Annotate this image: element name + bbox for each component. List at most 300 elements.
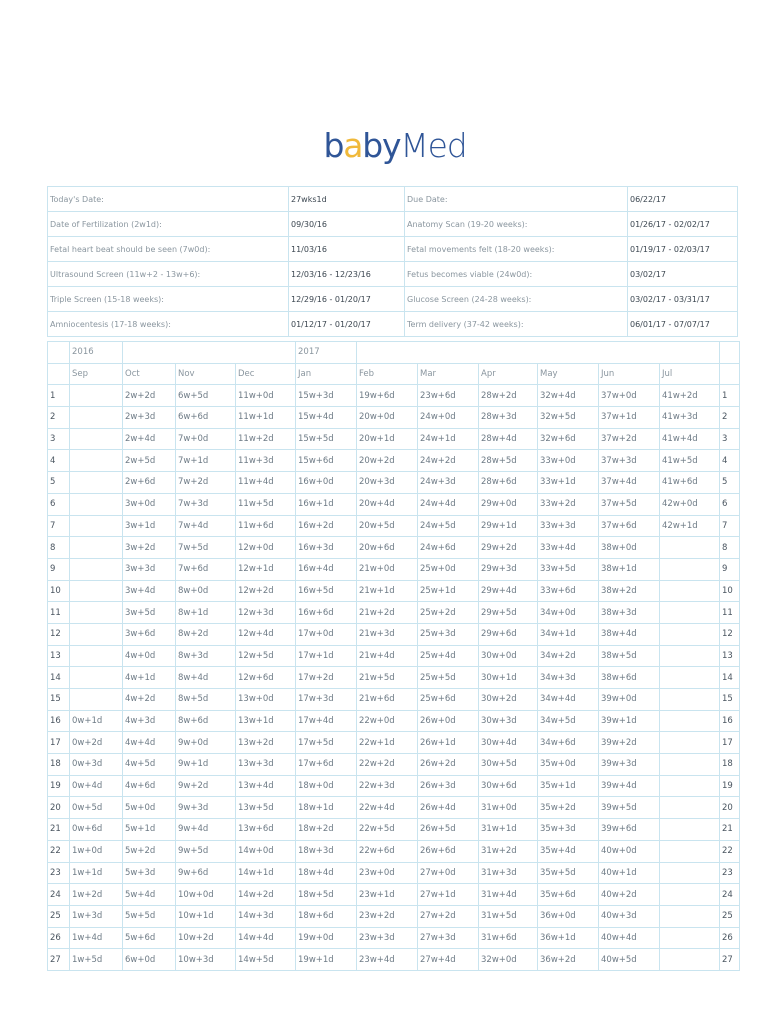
gestational-age-cell: 36w+0d	[538, 905, 599, 927]
gestational-age-cell: 14w+3d	[236, 905, 296, 927]
gestational-age-cell: 11w+2d	[236, 428, 296, 450]
info-label: Fetal movements felt (18-20 weeks):	[405, 237, 628, 262]
gestational-age-cell: 34w+5d	[538, 710, 599, 732]
gestational-age-cell: 38w+3d	[599, 602, 660, 624]
gestational-age-cell: 22w+3d	[357, 775, 418, 797]
gestational-age-cell: 8w+5d	[176, 689, 236, 711]
gestational-age-cell: 9w+0d	[176, 732, 236, 754]
gestational-age-cell: 31w+0d	[479, 797, 538, 819]
gestational-age-cell: 22w+4d	[357, 797, 418, 819]
gestational-age-cell: 41w+4d	[660, 428, 720, 450]
gestational-age-cell: 14w+4d	[236, 927, 296, 949]
info-row	[48, 287, 738, 312]
gestational-age-cell: 2w+3d	[123, 407, 176, 429]
gestational-age-cell: 26w+3d	[418, 775, 479, 797]
day-number: 19	[48, 775, 70, 797]
day-number-right: 5	[720, 472, 740, 494]
gestational-age-cell: 2w+4d	[123, 428, 176, 450]
gestational-age-cell: 38w+5d	[599, 645, 660, 667]
gestational-age-cell	[660, 905, 720, 927]
gestational-age-cell: 35w+3d	[538, 819, 599, 841]
gestational-age-cell: 11w+6d	[236, 515, 296, 537]
gestational-age-cell: 32w+0d	[479, 949, 538, 971]
gestational-age-cell: 30w+6d	[479, 775, 538, 797]
gestational-age-cell: 29w+1d	[479, 515, 538, 537]
gestational-age-cell: 2w+6d	[123, 472, 176, 494]
gestational-age-cell: 2w+5d	[123, 450, 176, 472]
gestational-age-cell: 2w+2d	[123, 385, 176, 407]
empty-cell	[720, 342, 740, 364]
day-number: 7	[48, 515, 70, 537]
info-value: 27wks1d	[289, 187, 405, 212]
gestational-age-cell: 21w+5d	[357, 667, 418, 689]
gestational-age-cell	[660, 949, 720, 971]
gestational-age-cell: 39w+1d	[599, 710, 660, 732]
gestational-age-cell: 20w+2d	[357, 450, 418, 472]
month-header: Oct	[123, 363, 176, 385]
day-row	[48, 515, 740, 537]
gestational-age-cell: 20w+5d	[357, 515, 418, 537]
info-value: 01/19/17 - 02/03/17	[628, 237, 738, 262]
day-number-right: 21	[720, 819, 740, 841]
info-value: 12/03/16 - 12/23/16	[289, 262, 405, 287]
gestational-age-cell: 31w+5d	[479, 905, 538, 927]
gestational-age-cell	[70, 493, 123, 515]
gestational-age-cell: 20w+4d	[357, 493, 418, 515]
gestational-age-cell: 16w+2d	[296, 515, 357, 537]
gestational-age-cell: 6w+0d	[123, 949, 176, 971]
gestational-age-cell: 1w+2d	[70, 884, 123, 906]
gestational-age-cell: 12w+4d	[236, 623, 296, 645]
gestational-age-cell: 24w+0d	[418, 407, 479, 429]
gestational-age-cell: 5w+0d	[123, 797, 176, 819]
gestational-age-cell: 0w+5d	[70, 797, 123, 819]
gestational-age-cell: 23w+6d	[418, 385, 479, 407]
info-value: 01/12/17 - 01/20/17	[289, 312, 405, 337]
info-value: 11/03/16	[289, 237, 405, 262]
gestational-age-cell	[660, 819, 720, 841]
gestational-age-cell	[70, 558, 123, 580]
gestational-age-cell: 28w+4d	[479, 428, 538, 450]
info-value: 12/29/16 - 01/20/17	[289, 287, 405, 312]
gestational-age-cell: 35w+6d	[538, 884, 599, 906]
gestational-age-cell: 34w+2d	[538, 645, 599, 667]
gestational-age-cell	[70, 385, 123, 407]
empty-cell	[48, 342, 70, 364]
gestational-age-cell: 8w+1d	[176, 602, 236, 624]
month-header: May	[538, 363, 599, 385]
day-row	[48, 819, 740, 841]
gestational-age-cell: 19w+0d	[296, 927, 357, 949]
gestational-age-cell: 28w+6d	[479, 472, 538, 494]
babymed-logo: babyMed	[323, 126, 467, 165]
day-row	[48, 385, 740, 407]
gestational-age-cell: 28w+3d	[479, 407, 538, 429]
gestational-age-cell: 12w+5d	[236, 645, 296, 667]
gestational-age-cell: 9w+1d	[176, 754, 236, 776]
gestational-age-cell: 40w+5d	[599, 949, 660, 971]
info-label: Glucose Screen (24-28 weeks):	[405, 287, 628, 312]
day-number-right: 9	[720, 558, 740, 580]
day-row	[48, 645, 740, 667]
gestational-age-cell: 25w+4d	[418, 645, 479, 667]
gestational-age-cell: 40w+2d	[599, 884, 660, 906]
gestational-age-cell: 14w+2d	[236, 884, 296, 906]
gestational-age-cell: 16w+1d	[296, 493, 357, 515]
day-number: 11	[48, 602, 70, 624]
gestational-age-cell	[70, 645, 123, 667]
gestational-age-cell: 23w+2d	[357, 905, 418, 927]
month-header: Jun	[599, 363, 660, 385]
day-row	[48, 493, 740, 515]
gestational-age-cell: 25w+2d	[418, 602, 479, 624]
gestational-age-cell: 8w+3d	[176, 645, 236, 667]
gestational-age-cell: 4w+3d	[123, 710, 176, 732]
gestational-age-cell: 21w+6d	[357, 689, 418, 711]
gestational-age-cell: 30w+3d	[479, 710, 538, 732]
gestational-age-cell: 1w+3d	[70, 905, 123, 927]
gestational-age-cell: 35w+2d	[538, 797, 599, 819]
month-header: Jan	[296, 363, 357, 385]
day-number: 1	[48, 385, 70, 407]
gestational-age-cell	[70, 667, 123, 689]
gestational-age-cell: 10w+0d	[176, 884, 236, 906]
gestational-age-cell: 18w+5d	[296, 884, 357, 906]
empty-cell	[720, 363, 740, 385]
day-number-right: 18	[720, 754, 740, 776]
gestational-age-cell: 20w+6d	[357, 537, 418, 559]
gestational-age-cell: 33w+2d	[538, 493, 599, 515]
gestational-age-cell: 0w+3d	[70, 754, 123, 776]
gestational-age-cell: 7w+3d	[176, 493, 236, 515]
gestational-age-cell: 13w+5d	[236, 797, 296, 819]
gestational-age-cell: 16w+4d	[296, 558, 357, 580]
gestational-age-cell: 24w+5d	[418, 515, 479, 537]
gestational-age-cell: 27w+1d	[418, 884, 479, 906]
gestational-age-cell: 16w+3d	[296, 537, 357, 559]
gestational-age-cell: 34w+1d	[538, 623, 599, 645]
gestational-age-cell: 7w+1d	[176, 450, 236, 472]
gestational-age-cell: 13w+6d	[236, 819, 296, 841]
gestational-age-cell: 21w+4d	[357, 645, 418, 667]
gestational-age-cell: 5w+4d	[123, 884, 176, 906]
gestational-age-cell: 28w+5d	[479, 450, 538, 472]
gestational-age-cell: 31w+6d	[479, 927, 538, 949]
gestational-age-cell: 5w+2d	[123, 840, 176, 862]
day-number-right: 19	[720, 775, 740, 797]
gestational-age-cell: 5w+3d	[123, 862, 176, 884]
day-row	[48, 754, 740, 776]
day-row	[48, 580, 740, 602]
day-number: 12	[48, 623, 70, 645]
gestational-age-cell	[660, 667, 720, 689]
gestational-age-cell: 24w+3d	[418, 472, 479, 494]
gestational-age-cell: 4w+4d	[123, 732, 176, 754]
gestational-age-cell: 37w+0d	[599, 385, 660, 407]
day-number-right: 22	[720, 840, 740, 862]
gestational-age-cell: 18w+4d	[296, 862, 357, 884]
day-row	[48, 623, 740, 645]
gestational-age-cell: 23w+1d	[357, 884, 418, 906]
gestational-age-cell	[660, 537, 720, 559]
day-number: 14	[48, 667, 70, 689]
day-row	[48, 927, 740, 949]
gestational-age-cell	[660, 884, 720, 906]
gestational-age-cell: 31w+2d	[479, 840, 538, 862]
info-label: Date of Fertilization (2w1d):	[48, 212, 289, 237]
gestational-age-cell: 26w+6d	[418, 840, 479, 862]
day-number-right: 6	[720, 493, 740, 515]
day-number: 16	[48, 710, 70, 732]
gestational-age-cell: 0w+2d	[70, 732, 123, 754]
gestational-age-cell: 38w+0d	[599, 537, 660, 559]
gestational-age-cell: 5w+5d	[123, 905, 176, 927]
gestational-age-cell: 23w+3d	[357, 927, 418, 949]
gestational-age-cell: 8w+0d	[176, 580, 236, 602]
gestational-age-cell: 40w+0d	[599, 840, 660, 862]
gestational-age-cell: 29w+0d	[479, 493, 538, 515]
day-number-right: 10	[720, 580, 740, 602]
gestational-age-cell	[660, 775, 720, 797]
gestational-age-cell: 29w+6d	[479, 623, 538, 645]
info-value: 01/26/17 - 02/02/17	[628, 212, 738, 237]
gestational-age-cell: 5w+1d	[123, 819, 176, 841]
gestational-age-cell: 37w+5d	[599, 493, 660, 515]
day-number: 21	[48, 819, 70, 841]
gestational-age-cell	[660, 645, 720, 667]
gestational-age-cell: 21w+2d	[357, 602, 418, 624]
gestational-age-cell: 20w+0d	[357, 407, 418, 429]
gestational-age-cell: 29w+5d	[479, 602, 538, 624]
gestational-age-cell: 9w+6d	[176, 862, 236, 884]
day-number-right: 15	[720, 689, 740, 711]
gestational-age-cell: 35w+0d	[538, 754, 599, 776]
day-number-right: 24	[720, 884, 740, 906]
gestational-age-cell: 16w+0d	[296, 472, 357, 494]
gestational-age-cell: 8w+4d	[176, 667, 236, 689]
day-number-right: 16	[720, 710, 740, 732]
day-row	[48, 862, 740, 884]
gestational-age-cell: 41w+6d	[660, 472, 720, 494]
gestational-age-cell: 3w+3d	[123, 558, 176, 580]
day-row	[48, 732, 740, 754]
gestational-age-cell: 10w+2d	[176, 927, 236, 949]
gestational-age-cell: 14w+5d	[236, 949, 296, 971]
gestational-age-cell: 38w+4d	[599, 623, 660, 645]
gestational-age-cell: 34w+6d	[538, 732, 599, 754]
gestational-age-cell: 1w+4d	[70, 927, 123, 949]
pregnancy-week-calendar	[47, 341, 740, 971]
gestational-age-cell: 1w+5d	[70, 949, 123, 971]
gestational-age-cell: 37w+4d	[599, 472, 660, 494]
gestational-age-cell: 39w+4d	[599, 775, 660, 797]
day-row	[48, 884, 740, 906]
gestational-age-cell: 21w+3d	[357, 623, 418, 645]
gestational-age-cell: 17w+3d	[296, 689, 357, 711]
month-header: Mar	[418, 363, 479, 385]
gestational-age-cell: 11w+5d	[236, 493, 296, 515]
gestational-age-cell: 24w+2d	[418, 450, 479, 472]
info-label: Triple Screen (15-18 weeks):	[48, 287, 289, 312]
day-row	[48, 602, 740, 624]
day-number-right: 23	[720, 862, 740, 884]
gestational-age-cell: 12w+3d	[236, 602, 296, 624]
gestational-age-cell: 28w+2d	[479, 385, 538, 407]
gestational-age-cell: 34w+3d	[538, 667, 599, 689]
day-number: 2	[48, 407, 70, 429]
gestational-age-cell: 33w+5d	[538, 558, 599, 580]
gestational-age-cell: 32w+4d	[538, 385, 599, 407]
year-span	[123, 342, 296, 364]
gestational-age-cell	[660, 862, 720, 884]
day-number-right: 8	[720, 537, 740, 559]
gestational-age-cell: 38w+1d	[599, 558, 660, 580]
gestational-age-cell: 22w+2d	[357, 754, 418, 776]
gestational-age-cell	[70, 515, 123, 537]
pregnancy-info-table	[47, 186, 738, 337]
gestational-age-cell: 4w+0d	[123, 645, 176, 667]
gestational-age-cell	[660, 558, 720, 580]
info-value: 09/30/16	[289, 212, 405, 237]
gestational-age-cell: 10w+3d	[176, 949, 236, 971]
gestational-age-cell: 27w+3d	[418, 927, 479, 949]
day-row	[48, 407, 740, 429]
info-value: 03/02/17 - 03/31/17	[628, 287, 738, 312]
day-number: 3	[48, 428, 70, 450]
day-number: 13	[48, 645, 70, 667]
gestational-age-cell: 7w+5d	[176, 537, 236, 559]
gestational-age-cell: 35w+5d	[538, 862, 599, 884]
gestational-age-cell: 15w+4d	[296, 407, 357, 429]
gestational-age-cell: 17w+6d	[296, 754, 357, 776]
gestational-age-cell: 27w+2d	[418, 905, 479, 927]
day-row	[48, 537, 740, 559]
day-number-right: 3	[720, 428, 740, 450]
gestational-age-cell: 7w+6d	[176, 558, 236, 580]
gestational-age-cell: 1w+0d	[70, 840, 123, 862]
gestational-age-cell: 35w+4d	[538, 840, 599, 862]
gestational-age-cell: 7w+0d	[176, 428, 236, 450]
gestational-age-cell	[70, 537, 123, 559]
info-value: 03/02/17	[628, 262, 738, 287]
gestational-age-cell: 12w+1d	[236, 558, 296, 580]
gestational-age-cell: 6w+5d	[176, 385, 236, 407]
gestational-age-cell: 31w+3d	[479, 862, 538, 884]
gestational-age-cell: 22w+5d	[357, 819, 418, 841]
info-label: Fetal heart beat should be seen (7w0d):	[48, 237, 289, 262]
gestational-age-cell: 14w+1d	[236, 862, 296, 884]
gestational-age-cell	[660, 602, 720, 624]
gestational-age-cell: 6w+6d	[176, 407, 236, 429]
year-span	[357, 342, 720, 364]
gestational-age-cell: 3w+5d	[123, 602, 176, 624]
day-number-right: 27	[720, 949, 740, 971]
gestational-age-cell: 29w+3d	[479, 558, 538, 580]
day-number: 20	[48, 797, 70, 819]
info-label: Anatomy Scan (19-20 weeks):	[405, 212, 628, 237]
day-number-right: 13	[720, 645, 740, 667]
gestational-age-cell: 12w+6d	[236, 667, 296, 689]
gestational-age-cell: 9w+5d	[176, 840, 236, 862]
gestational-age-cell	[660, 689, 720, 711]
day-row	[48, 905, 740, 927]
gestational-age-cell: 12w+0d	[236, 537, 296, 559]
gestational-age-cell: 39w+3d	[599, 754, 660, 776]
gestational-age-cell: 25w+1d	[418, 580, 479, 602]
gestational-age-cell: 11w+1d	[236, 407, 296, 429]
gestational-age-cell: 10w+1d	[176, 905, 236, 927]
gestational-age-cell: 37w+6d	[599, 515, 660, 537]
gestational-age-cell: 11w+4d	[236, 472, 296, 494]
gestational-age-cell: 24w+1d	[418, 428, 479, 450]
gestational-age-cell: 4w+5d	[123, 754, 176, 776]
gestational-age-cell: 37w+1d	[599, 407, 660, 429]
day-row	[48, 775, 740, 797]
info-row	[48, 262, 738, 287]
gestational-age-cell: 26w+1d	[418, 732, 479, 754]
gestational-age-cell: 34w+4d	[538, 689, 599, 711]
gestational-age-cell: 16w+5d	[296, 580, 357, 602]
gestational-age-cell: 36w+2d	[538, 949, 599, 971]
gestational-age-cell: 4w+6d	[123, 775, 176, 797]
gestational-age-cell: 0w+1d	[70, 710, 123, 732]
gestational-age-cell: 11w+3d	[236, 450, 296, 472]
gestational-age-cell: 1w+1d	[70, 862, 123, 884]
day-row	[48, 949, 740, 971]
day-number: 15	[48, 689, 70, 711]
gestational-age-cell	[660, 797, 720, 819]
gestational-age-cell: 32w+5d	[538, 407, 599, 429]
gestational-age-cell: 26w+5d	[418, 819, 479, 841]
gestational-age-cell: 38w+6d	[599, 667, 660, 689]
gestational-age-cell: 3w+6d	[123, 623, 176, 645]
gestational-age-cell: 39w+0d	[599, 689, 660, 711]
day-number: 25	[48, 905, 70, 927]
gestational-age-cell	[70, 580, 123, 602]
gestational-age-cell: 22w+1d	[357, 732, 418, 754]
info-label: Today's Date:	[48, 187, 289, 212]
gestational-age-cell	[70, 689, 123, 711]
day-number-right: 2	[720, 407, 740, 429]
gestational-age-cell	[70, 623, 123, 645]
day-number: 24	[48, 884, 70, 906]
gestational-age-cell: 17w+0d	[296, 623, 357, 645]
gestational-age-cell: 22w+0d	[357, 710, 418, 732]
gestational-age-cell: 17w+2d	[296, 667, 357, 689]
gestational-age-cell: 14w+0d	[236, 840, 296, 862]
gestational-age-cell: 29w+4d	[479, 580, 538, 602]
day-row	[48, 428, 740, 450]
gestational-age-cell: 23w+0d	[357, 862, 418, 884]
gestational-age-cell: 40w+4d	[599, 927, 660, 949]
gestational-age-cell: 11w+0d	[236, 385, 296, 407]
gestational-age-cell: 33w+3d	[538, 515, 599, 537]
gestational-age-cell: 30w+5d	[479, 754, 538, 776]
year-header-row	[48, 342, 740, 364]
gestational-age-cell: 29w+2d	[479, 537, 538, 559]
gestational-age-cell: 37w+3d	[599, 450, 660, 472]
gestational-age-cell	[70, 450, 123, 472]
day-number: 6	[48, 493, 70, 515]
day-number: 9	[48, 558, 70, 580]
gestational-age-cell: 13w+1d	[236, 710, 296, 732]
gestational-age-cell: 9w+2d	[176, 775, 236, 797]
gestational-age-cell: 25w+3d	[418, 623, 479, 645]
gestational-age-cell: 24w+6d	[418, 537, 479, 559]
gestational-age-cell	[660, 710, 720, 732]
gestational-age-cell: 19w+1d	[296, 949, 357, 971]
gestational-age-cell: 25w+0d	[418, 558, 479, 580]
